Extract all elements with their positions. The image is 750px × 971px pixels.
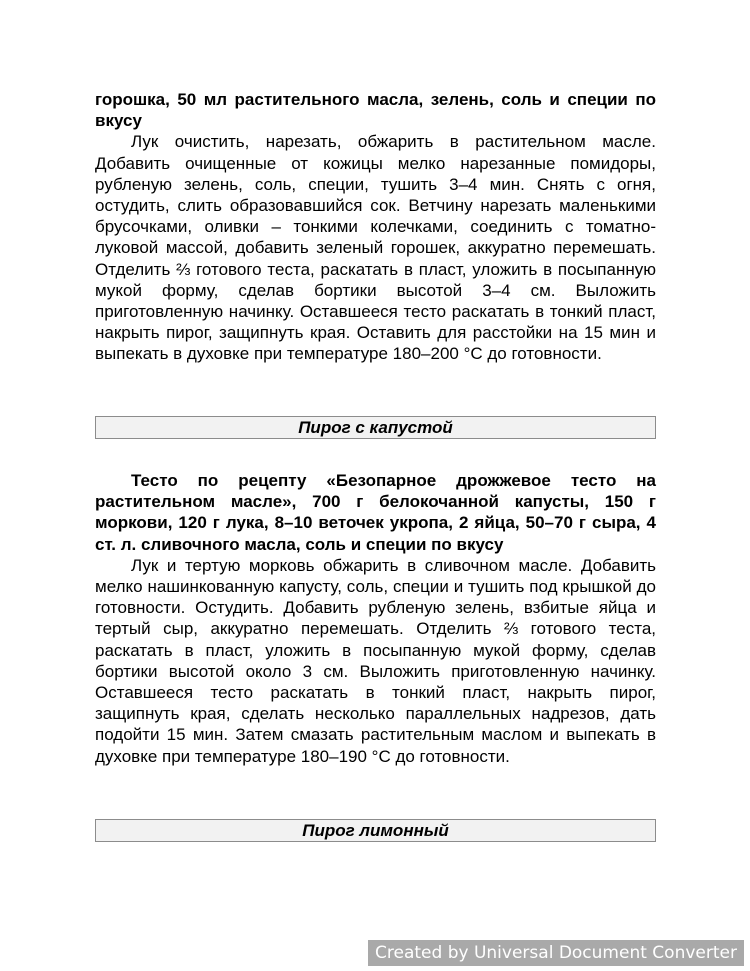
recipe-title-lemon-pie: Пирог лимонный <box>95 819 656 842</box>
recipe-2-text <box>95 470 656 767</box>
recipe-title-cabbage-pie: Пирог с капустой <box>95 416 656 439</box>
converter-watermark: Created by Universal Document Converter <box>368 940 744 966</box>
recipe-1-text <box>95 89 656 365</box>
recipe-2-method: Лук и тертую морковь обжарить в сливочном масле. Добавить мелко нашинкованную капусту, соль, специи и тушить под крышкой до готовности. Остудить. Добавить рубленую зелень, взбитые яйца и тертый сыр, аккуратно перемешать. Отделить ⅔ готового теста, раскатать в пласт, уложить в посыпанную мукой форму, сделав бортики высотой около 3 см. Выложить приготовленную начинку. Оставшееся тесто раскатать в тонкий пласт, накрыть пирог, защипнуть края, сделать несколько параллельных надрезов, дать подойти 15 мин. Затем смазать растительным маслом и выпекать в духовке при температуре 180–190 °С до готовности. <box>95 555 656 766</box>
recipe-1-method: Лук очистить, нарезать, обжарить в растительном масле. Добавить очищенные от кожицы мелко нарезанные помидоры, рубленую зелень, соль, специи, тушить 3–4 мин. Снять с огня, остудить, слить образовавшийся сок. Ветчину нарезать маленькими брусочками, оливки – тонкими колечками, соединить с томатно-луковой массой, добавить зеленый горошек, аккуратно перемешать. Отделить ⅔ готового теста, раскатать в пласт, уложить в посыпанную мукой форму, сделав бортики высотой 3–4 см. Выложить приготовленную начинку. Оставшееся тесто раскатать в тонкий пласт, накрыть пирог, защипнуть края. Оставить для расстойки на 15 мин и выпекать в духовке при температуре 180–200 °С до готовности. <box>95 132 656 364</box>
recipe-1-ingredients: горошка, 50 мл растительного масла, зелень, соль и специи по вкусу <box>95 90 656 131</box>
recipe-2-ingredients: Тесто по рецепту «Безопарное дрожжевое тесто на растительном масле», 700 г белокочанной капусты, 150 г моркови, 120 г лука, 8–10 веточек укропа, 2 яйца, 50–70 г сыра, 4 ст. л. сливочного масла, соль и специи по вкусу <box>95 471 656 554</box>
